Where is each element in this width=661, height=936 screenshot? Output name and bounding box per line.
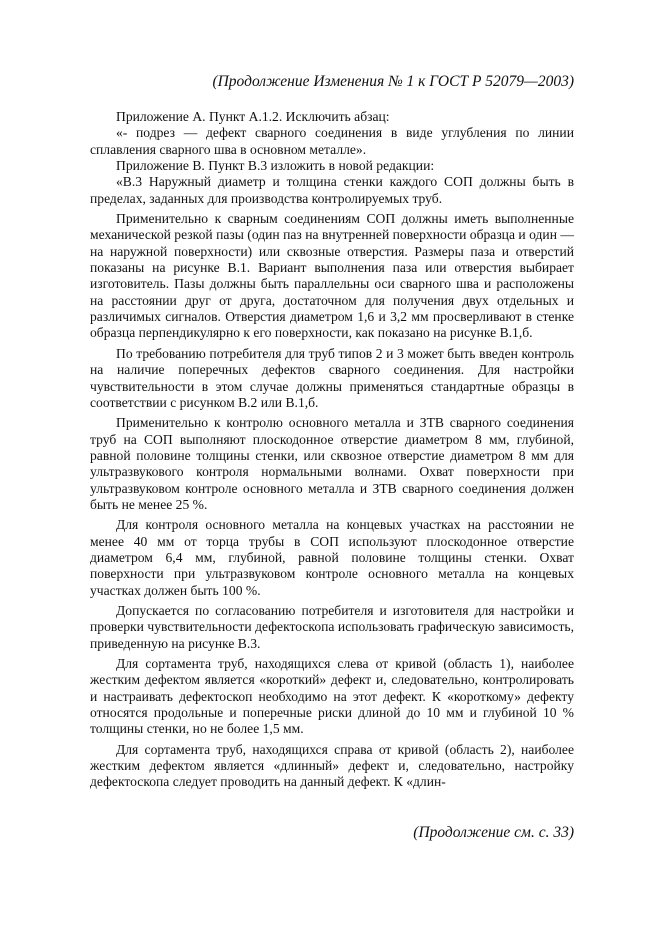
paragraph: Для контроля основного металла на концевых участках на расстоянии не менее 40 мм от торца трубы в СОП используют плоскодонное отверстие диаметром 6,4 мм, глубиной, равной половине толщины стенки. Охват поверхности при ультразвуковом контроле основного металла на концевых участках должен быть 100 %. — [90, 517, 574, 598]
paragraph: Для сортамента труб, находящихся справа от кривой (область 2), наиболее жестким дефектом является «длинный» дефект и, следовательно, настройку дефектоскопа следует проводить на данный дефект. К «длин- — [90, 741, 574, 790]
paragraph: Приложение В. Пункт В.3 изложить в новой редакции: — [116, 158, 435, 174]
continuation-header: (Продолжение Изменения № 1 к ГОСТ Р 52079—2003) — [212, 73, 574, 90]
body-text — [90, 109, 574, 791]
continuation-footer: (Продолжение см. с. 33) — [413, 824, 574, 841]
paragraph: Применительно к контролю основного металла и ЗТВ сварного соединения труб на СОП выполняют плоскодонное отверстие диаметром 8 мм, глубиной, равной половине толщины стенки, или сквозное отверстие диаметром 8 мм для ультразвукового контроля нормальными волнами. Охват поверхности при ультразвуковом контроле основного металла и ЗТВ сварного соединения должен быть не менее 25 %. — [90, 415, 574, 512]
paragraph: «В.3 Наружный диаметр и толщина стенки каждого СОП должны быть в пределах, заданных для производства контролируемых труб. — [90, 174, 574, 206]
paragraph: «- подрез — дефект сварного соединения в виде углубления по линии сплавления сварного шва в основном металле». — [90, 125, 574, 157]
paragraph: По требованию потребителя для труб типов 2 и 3 может быть введен контроль на наличие поперечных дефектов сварного соединения. Для настройки чувствительности в этом случае должны применяться стандартные образцы в соответствии с рисунком В.2 или В.1,б. — [90, 345, 574, 410]
paragraph: Применительно к сварным соединениям СОП должны иметь выполненные механической резкой пазы (один паз на внутренней поверхности образца и один — на наружной поверхности) или сквозные отверстия. Размеры паза и отверстий показаны на рисунке В.1. Вариант выполнения паза или отверстия выбирает изготовитель. Пазы должны быть параллельны оси сварного шва и расположены на расстоянии друг от друга, достаточном для получения двух отдельных и различимых сигналов. Отверстия диаметром 1,6 и 3,2 мм просверливают в стенке образца перпендикулярно к его поверхности, как показано на рисунке В.1,б. — [90, 211, 574, 341]
paragraph: Для сортамента труб, находящихся слева от кривой (область 1), наиболее жестким дефектом является «короткий» дефект и, следовательно, контролировать и настраивать дефектоскоп необходимо на этот дефект. К «короткому» дефекту относятся продольные и поперечные риски длиной до 10 мм и глубиной 10 % толщины стенки, но не более 1,5 мм. — [90, 656, 574, 737]
paragraph: Допускается по согласованию потребителя и изготовителя для настройки и проверки чувствительности дефектоскопа использовать графическую зависимость, приведенную на рисунке В.3. — [90, 602, 574, 651]
paragraph: Приложение А. Пункт А.1.2. Исключить абзац: — [116, 109, 390, 124]
document-page — [90, 0, 574, 936]
